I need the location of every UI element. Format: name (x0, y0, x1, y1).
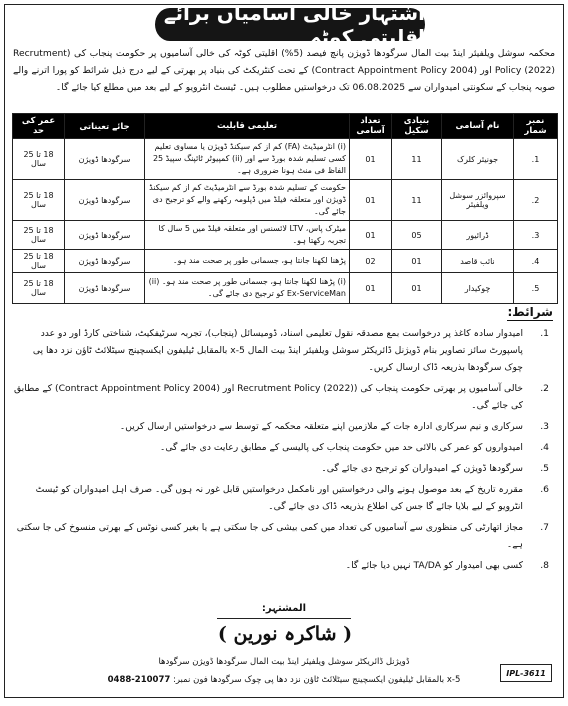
term-text: مجاز اتھارٹی کی منظوری سے آسامیوں کی تعداد میں کمی بیشی کی جا سکتی ہے یا بغیر کسی نوٹس کے بھرتی منسوخ کی جا سکتی ہے۔ (16, 522, 523, 550)
header-station: جائے تعیناتی (65, 114, 145, 139)
table-row (13, 250, 558, 273)
header-count: تعداد آسامی (350, 114, 392, 139)
term-number: 5. (540, 463, 549, 474)
office-designation: ڈویژنل ڈائریکٹر سوشل ویلفیئر اینڈ بیت المال سرگودھا ڈویژن سرگودھا (158, 657, 410, 667)
cell-count: 01 (350, 221, 392, 250)
cell-count: 01 (350, 180, 392, 221)
term-text: مقررہ تاریخ کے بعد موصول ہونے والی درخواستیں اور نامکمل درخواستیں قابل غور نہ ہوں گی۔ صرف اہل امیدواران کو ٹیسٹ انٹرویو کے لیے بلایا جائے گا جس کی اطلاع بذریعہ ڈاک دی جائے گی۔ (35, 484, 523, 512)
list-item (13, 481, 553, 515)
header-age: عمر کی حد (13, 114, 65, 139)
signature-divider (217, 618, 351, 619)
list-item (13, 380, 553, 414)
list-item (13, 418, 553, 435)
table-row (13, 139, 558, 180)
term-number: 3. (540, 421, 549, 432)
cell-serial: 5. (514, 273, 558, 304)
cell-post: نائب قاصد (442, 250, 514, 273)
cell-age: 18 تا 25 سال (13, 139, 65, 180)
terms-heading: شرائط: (507, 305, 553, 319)
header-qualification: تعلیمی قابلیت (145, 114, 350, 139)
cell-age: 18 تا 25 سال (13, 250, 65, 273)
cell-serial: 3. (514, 221, 558, 250)
header-serial: نمبر شمار (514, 114, 558, 139)
cell-station: سرگودھا ڈویژن (65, 250, 145, 273)
cell-age: 18 تا 25 سال (13, 273, 65, 304)
headline-banner: اشتہار خالی آسامیاں برائے اقلیتی کوٹہ (155, 8, 425, 41)
term-number: 4. (540, 442, 549, 453)
term-number: 8. (540, 560, 549, 571)
term-text: امیدواروں کو عمر کی بالائی حد میں حکومت پنجاب کی پالیسی کے مطابق رعایت دی جائے گی۔ (159, 442, 523, 453)
terms-list (13, 325, 553, 578)
cell-post: جونیئر کلرک (442, 139, 514, 180)
term-number: 2. (540, 383, 549, 394)
address-text: x-5 بالمقابل ٹیلیفون ایکسچینج سیٹلائٹ ٹاؤن نزد دھا پی چوک سرگودھا فون نمبر: (172, 675, 461, 685)
cell-scale: 11 (392, 139, 442, 180)
cell-post: سپروائزر سوشل ویلفیئر (442, 180, 514, 221)
cell-scale: 05 (392, 221, 442, 250)
table-row (13, 180, 558, 221)
cell-scale: 01 (392, 250, 442, 273)
cell-serial: 2. (514, 180, 558, 221)
table-row (13, 273, 558, 304)
term-text: خالی آسامیوں پر بھرتی حکومت پنجاب کی (Recrutment Policy (2022) اور (Contract Appointment Policy 2004) کے مطابق کی جائے گی۔ (13, 383, 523, 411)
list-item (13, 519, 553, 553)
cell-count: 01 (350, 273, 392, 304)
term-number: 1. (540, 328, 549, 339)
header-post: نام آسامی (442, 114, 514, 139)
ipl-code-badge: IPL-3611 (500, 664, 552, 682)
office-address (5, 675, 563, 685)
cell-count: 02 (350, 250, 392, 273)
list-item (13, 557, 553, 574)
advertisement-page (4, 0, 564, 698)
cell-station: سرگودھا ڈویژن (65, 221, 145, 250)
term-text: سرکاری و نیم سرکاری ادارہ جات کے ملازمین اپنے متعلقہ محکمہ کے توسط سے درخواستیں ارسال کریں۔ (119, 421, 523, 432)
phone-number: 0488-210077 (107, 675, 171, 685)
table-header-row (13, 114, 558, 139)
term-text: امیدوار سادہ کاغذ پر درخواست بمع مصدقہ نقول تعلیمی اسناد، ڈومیسائل (پنجاب)، تجربہ سرٹیفکیٹ، شناختی کارڈ اور دو عدد پاسپورٹ سائز تصاویر بنام ڈویژنل ڈائریکٹر سوشل ویلفیئر اینڈ بیت المال x-5 بالمقابل ٹیلیفون ایکسچینج سیٹلائٹ ٹاؤن نزد دھا پی چوک سرگودھا بذریعہ ڈاک ارسال کریں۔ (32, 328, 523, 373)
cell-age: 18 تا 25 سال (13, 180, 65, 221)
cell-serial: 1. (514, 139, 558, 180)
cell-station: سرگودھا ڈویژن (65, 180, 145, 221)
advertiser-label: المشتہر: (261, 603, 307, 614)
cell-count: 01 (350, 139, 392, 180)
cell-qualification: (i) پڑھنا لکھنا جانتا ہو، جسمانی طور پر صحت مند ہو۔ (ii) Ex-ServiceMan کو ترجیح دی جائے گی۔ (145, 273, 350, 304)
cell-station: سرگودھا ڈویژن (65, 273, 145, 304)
list-item (13, 439, 553, 456)
list-item (13, 460, 553, 477)
list-item (13, 325, 553, 376)
term-text: کسی بھی امیدوار کو TA/DA نہیں دیا جائے گا۔ (345, 560, 523, 571)
vacancies-table (12, 113, 558, 304)
signatory-name: ( شاکرہ نورین ) (217, 623, 353, 645)
term-text: سرگودھا ڈویژن کے امیدواران کو ترجیح دی جائے گی۔ (321, 463, 523, 474)
cell-post: ڈرائیور (442, 221, 514, 250)
cell-scale: 11 (392, 180, 442, 221)
table-row (13, 221, 558, 250)
header-scale: بنیادی سکیل (392, 114, 442, 139)
cell-qualification: پڑھنا لکھنا جانتا ہو، جسمانی طور پر صحت مند ہو۔ (145, 250, 350, 273)
term-number: 7. (540, 522, 549, 533)
term-number: 6. (540, 484, 549, 495)
cell-post: چوکیدار (442, 273, 514, 304)
intro-paragraph: محکمہ سوشل ویلفیئر اینڈ بیت المال سرگودھا ڈویژن پانچ فیصد (5%) اقلیتی کوٹہ کی خالی آسامیوں پر حکومت پنجاب کی (Recrutment Policy (2022) اور (Contract Appointment Policy 2004) کے تحت کنٹریکٹ کی بنیاد پر بھرتی کے لیے درج ذیل شرائط کو پورا اترنے والے صوبہ پنجاب کے سکونتی امیدواران سے 06.08.2025 تک درخواستیں مطلوب ہیں۔ ٹیسٹ انٹرویو کے لیے بعد میں مطلع کیا جائے گا۔ (13, 48, 555, 93)
cell-qualification: (i) انٹرمیڈیٹ (FA) کم از کم سیکنڈ ڈویژن یا مساوی تعلیم کسی تسلیم شدہ بورڈ سے اور (ii) کمپیوٹر ٹائپنگ سپیڈ 25 الفاظ فی منٹ ہونا ضروری ہے۔ (145, 139, 350, 180)
cell-serial: 4. (514, 250, 558, 273)
cell-scale: 01 (392, 273, 442, 304)
cell-qualification: میٹرک پاس، LTV لائسنس اور متعلقہ فیلڈ میں 5 سال کا تجربہ رکھتا ہو۔ (145, 221, 350, 250)
cell-age: 18 تا 25 سال (13, 221, 65, 250)
cell-qualification: حکومت کے تسلیم شدہ بورڈ سے انٹرمیڈیٹ کم از کم سیکنڈ ڈویژن اور متعلقہ فیلڈ میں ڈپلومہ رکھنے والے کو ترجیح دی جائے گی۔ (145, 180, 350, 221)
cell-station: سرگودھا ڈویژن (65, 139, 145, 180)
